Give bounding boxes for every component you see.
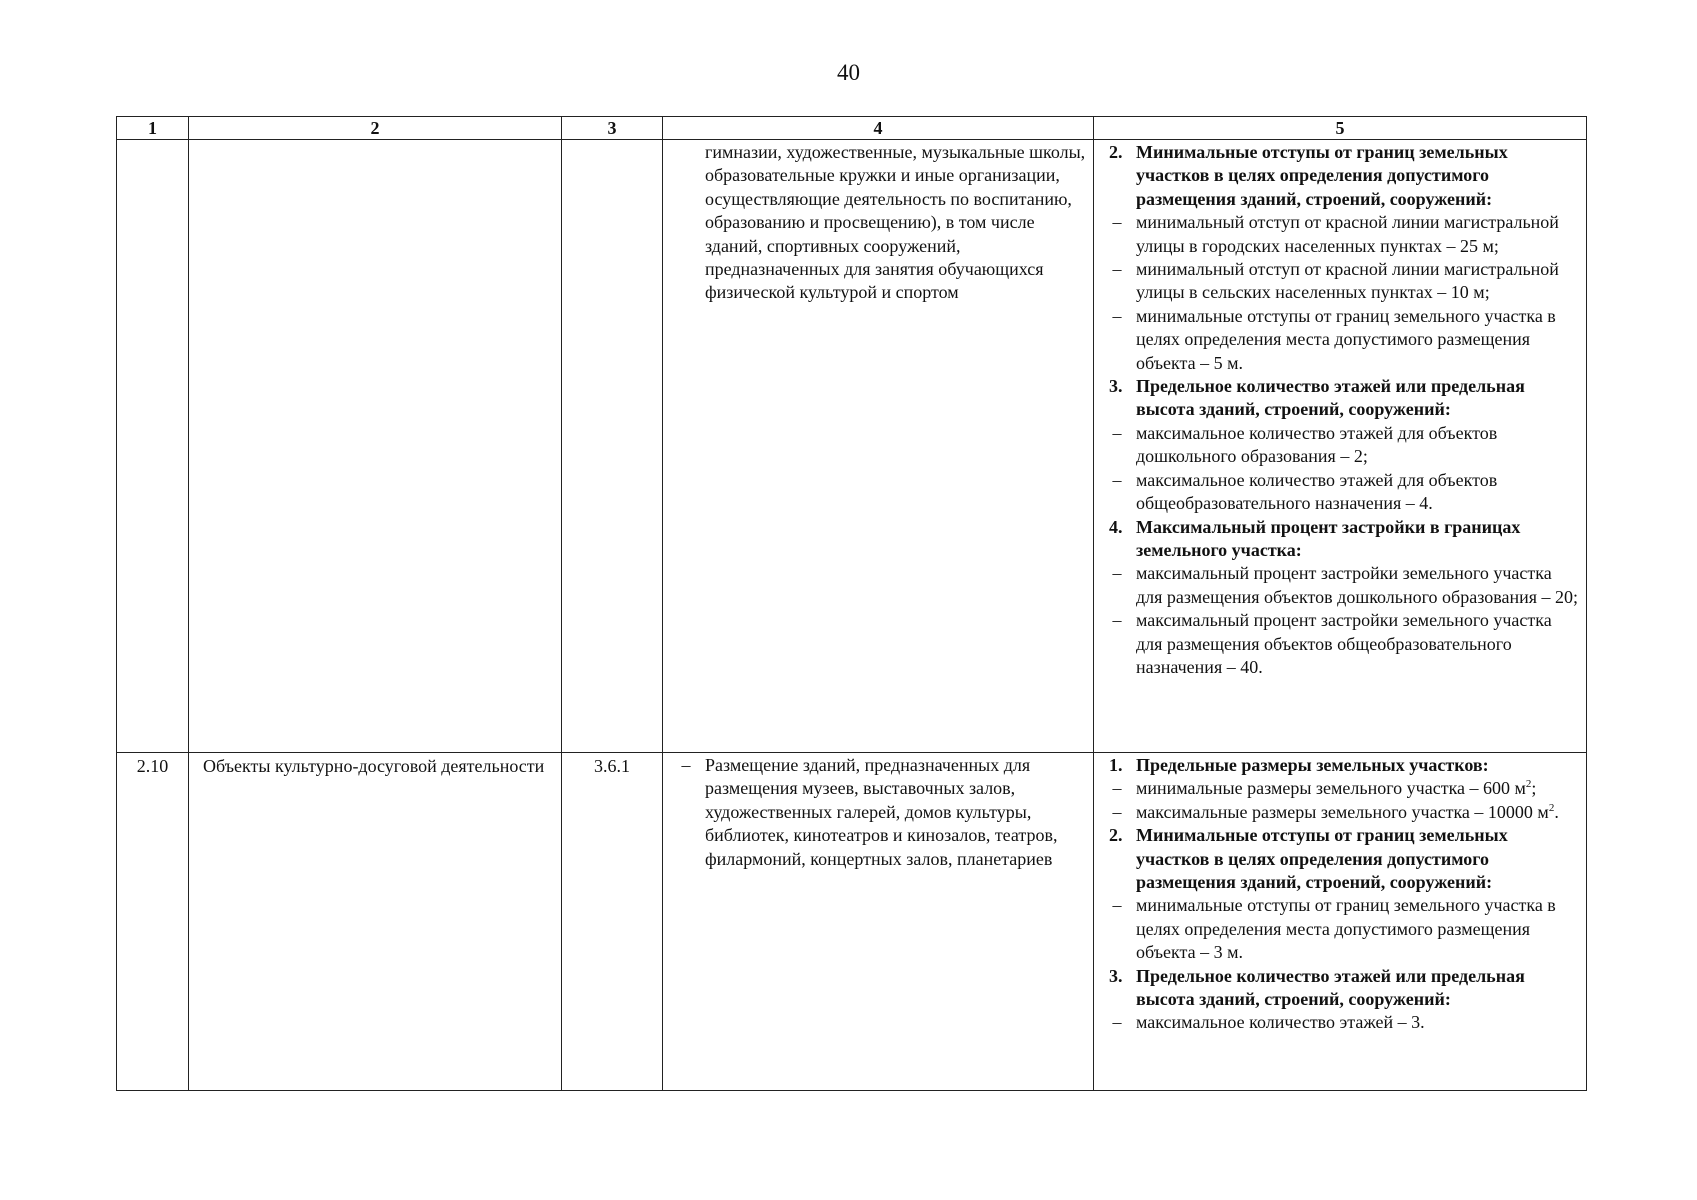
parameter-marker: – [1112,422,1122,443]
parameter-bullet [1098,609,1582,679]
parameter-text-main: минимальные размеры земельного участка – 600 м [1136,778,1526,799]
object-type-cell: Объекты культурно-досуговой деятельности [189,753,562,1091]
parameter-text [1136,305,1582,375]
parameter-heading [1098,141,1582,211]
parameter-bullet [1098,258,1582,305]
header-col-2: 2 [189,117,562,140]
parameter-text [1136,1011,1582,1034]
row-number-cell: 2.10 [117,753,189,1091]
header-col-4: 4 [663,117,1094,140]
parameter-text [1136,211,1582,258]
header-col-5: 5 [1094,117,1587,140]
superscript: 2 [1525,778,1532,791]
parameters-list [1098,141,1582,679]
regulations-table [116,116,1587,1091]
header-col-3: 3 [562,117,663,140]
parameter-marker: 3. [1109,965,1123,986]
parameter-marker: – [1112,610,1122,631]
description-marker: – [681,755,691,775]
description-cell [663,753,1094,1091]
description-text: гимназии, художественные, музыкальные школы, образовательные кружки и иные организации, осуществляющие деятельность по воспитанию, образованию и просвещению), в том числе зданий, спортивных сооружений, предназначенных для занятия обучающихся физической культурой и спортом [705,142,1086,303]
parameter-marker: – [1112,895,1122,916]
superscript: 2 [1548,801,1555,814]
parameter-marker: 1. [1109,755,1123,775]
parameter-text [1136,609,1582,679]
parameter-text-main: максимальный процент застройки земельного участка для размещения объектов общеобразовательного назначения – 40. [1136,610,1552,677]
parameter-bullet [1098,422,1582,469]
parameter-text-main: Максимальный процент застройки в границах земельного участка: [1136,516,1521,560]
parameters-list [1098,754,1582,1035]
parameter-text-main: минимальные отступы от границ земельного участка в целях определения места допустимого размещения объекта – 5 м. [1136,305,1556,373]
parameter-marker: – [1112,305,1122,326]
description-marker [667,141,705,305]
parameter-bullet [1098,1011,1582,1034]
parameter-text-main: максимальный процент застройки земельного участка для размещения объектов дошкольного образования – 20; [1136,563,1579,607]
description-item [667,141,1089,305]
parameter-text-main: Предельные размеры земельных участков: [1136,755,1489,775]
parameter-text-main: максимальное количество этажей для объектов дошкольного образования – 2; [1136,422,1498,467]
parameter-marker: – [1112,469,1122,490]
parameter-marker: 4. [1109,516,1123,537]
parameter-text [1136,516,1582,563]
parameter-marker: – [1112,778,1122,799]
description-item [667,754,1089,871]
parameter-marker: 2. [1109,142,1123,162]
parameter-text-tail: ; [1531,778,1537,799]
code-cell [562,140,663,753]
parameter-heading [1098,375,1582,422]
code-cell: 3.6.1 [562,753,663,1091]
parameter-text [1136,258,1582,305]
parameter-text-main: максимальное количество этажей – 3. [1136,1012,1425,1033]
parameter-marker: 3. [1109,376,1123,397]
parameter-text [1136,562,1582,609]
parameter-text [1136,824,1582,894]
row-number-cell [117,140,189,753]
parameter-text [1136,375,1582,422]
parameter-bullet [1098,894,1582,964]
parameter-text-main: Предельное количество этажей или предельная высота зданий, строений, сооружений: [1136,965,1525,1010]
parameters-cell [1094,753,1587,1091]
parameter-bullet [1098,562,1582,609]
parameter-text-main: максимальные размеры земельного участка – 10000 м [1136,801,1549,822]
parameter-bullet [1098,211,1582,258]
parameter-marker: – [1112,1012,1122,1033]
parameter-text [1136,469,1582,516]
parameter-marker: – [1112,259,1122,280]
description-text: Размещение зданий, предназначенных для размещения музеев, выставочных залов, художественных галерей, домов культуры, библиотек, кинотеатров и кинозалов, театров, филармоний, концертных залов, планетариев [705,755,1058,869]
parameters-cell [1094,140,1587,753]
parameter-text [1136,777,1582,800]
object-type-cell [189,140,562,753]
parameter-marker: 2. [1109,825,1123,846]
parameter-heading [1098,754,1582,777]
description-cell [663,140,1094,753]
parameter-heading [1098,824,1582,894]
parameter-text-main: Предельное количество этажей или предельная высота зданий, строений, сооружений: [1136,376,1525,420]
parameter-text-main: минимальный отступ от красной линии магистральной улицы в городских населенных пунктах – 25 м; [1136,212,1559,256]
parameter-marker: – [1112,801,1122,822]
parameter-bullet [1098,777,1582,800]
parameter-text [1136,894,1582,964]
table-header-row [117,117,1587,140]
parameter-text-main: Минимальные отступы от границ земельных участков в целях определения допустимого размещения зданий, строений, сооружений: [1136,825,1508,893]
parameter-text-main: Минимальные отступы от границ земельных участков в целях определения допустимого размещения зданий, строений, сооружений: [1136,142,1508,209]
parameter-text-tail: . [1554,801,1559,822]
parameter-text [1136,141,1582,211]
parameter-heading [1098,516,1582,563]
parameter-text-main: минимальный отступ от красной линии магистральной улицы в сельских населенных пунктах – 10 м; [1136,259,1559,303]
page-number: 40 [837,60,860,85]
parameter-text [1136,801,1582,824]
parameter-bullet [1098,801,1582,824]
table-row [117,753,1587,1091]
parameter-marker: – [1112,212,1122,233]
parameter-text [1136,422,1582,469]
header-col-1: 1 [117,117,189,140]
parameter-marker: – [1112,563,1122,584]
parameter-bullet [1098,469,1582,516]
parameter-heading [1098,965,1582,1012]
parameter-bullet [1098,305,1582,375]
parameter-text [1136,754,1582,777]
table-row [117,140,1587,753]
parameter-text-main: максимальное количество этажей для объектов общеобразовательного назначения – 4. [1136,469,1498,514]
parameter-text [1136,965,1582,1012]
parameter-text-main: минимальные отступы от границ земельного участка в целях определения места допустимого размещения объекта – 3 м. [1136,895,1556,963]
